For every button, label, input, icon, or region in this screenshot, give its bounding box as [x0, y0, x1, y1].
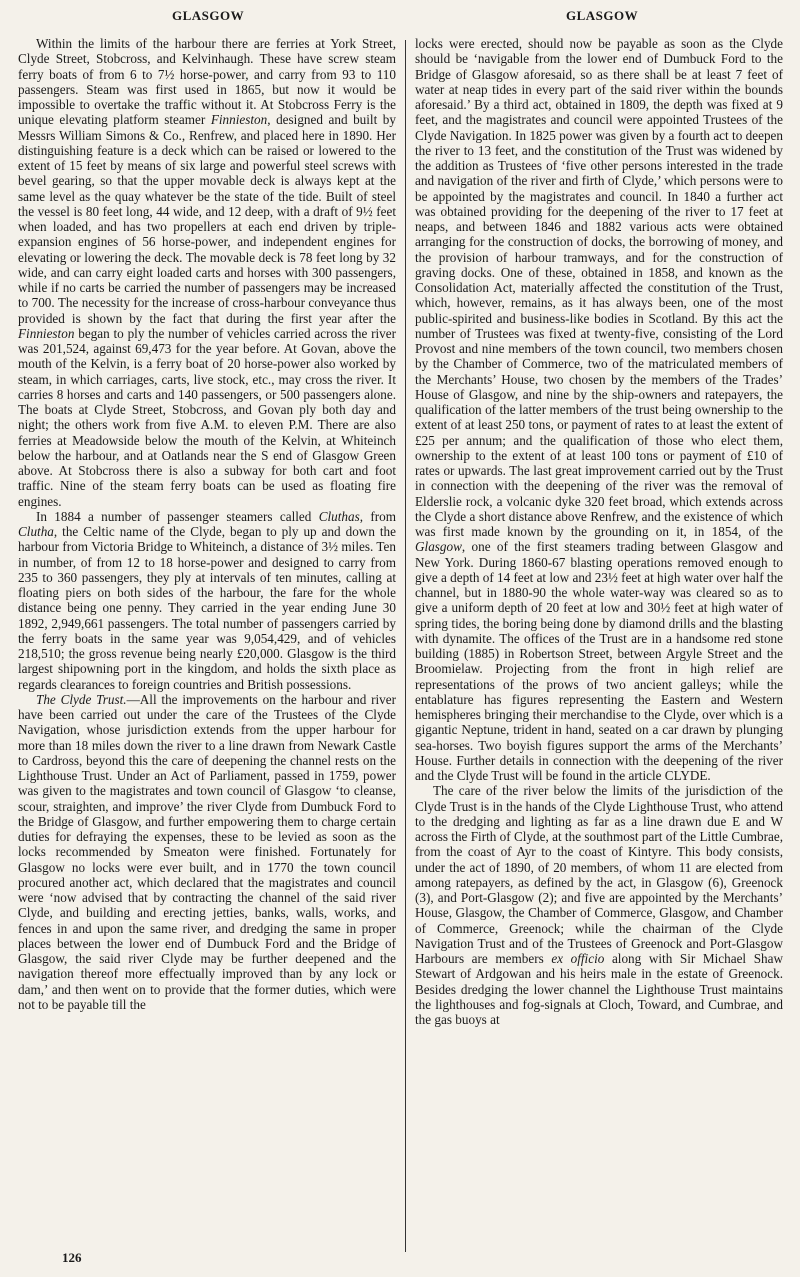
- left-column: [18, 36, 396, 1012]
- column-divider: [405, 40, 406, 1252]
- right-column: [415, 36, 783, 1027]
- paragraph: locks were erected, should now be payable as soon as the Clyde should be ‘navigable from the lower end of Dumbuck Ford to the Bridge of Glasgow aforesaid, so as there shall be at least 7 feet of water at neap tides in every part of the said river within the bounds aforesaid.’ By a third act, obtained in 1809, the depth was fixed at 9 feet, and the magistrates and council were appointed Trustees of the Clyde Navigation. In 1825 power was given by a fourth act to deepen the river to 13 feet, and the constitution of the Trust was widened by the addition as Trustees of ‘five other persons interested in the trade and navigation of the river and firth of Clyde,’ which persons were to be appointed by the magistrates and council. In 1840 a further act was obtained providing for the deepening of the river to 17 feet at neaps, and between 1846 and 1882 various acts were obtained arranging for the construction of docks, the borrowing of money, and the provision of harbour tramways, and for the construction of graving docks. One of these, obtained in 1858, and known as the Consolidation Act, materially affected the constitution of the Trust, which, however, remains, as it has always been, one of the most public-spirited and business-like bodies in Scotland. By this act the number of Trustees was fixed at twenty-five, consisting of the Lord Provost and nine members of the town council, two members chosen by the Chamber of Commerce, two of the matriculated members of the Merchants’ House, two chosen by the members of the Trades’ House of Glasgow, and nine by the ship-owners and ratepayers, the qualification of the latter members of the trust being ownership to the extent of at least 250 tons, or payment of rates to at least the extent of £25 per annum; and the qualification of those who elect them, ownership to the extent of at least 100 tons or payment of £10 of rates or upwards. The last great improvement carried out by the Trust in connection with the deepening of the river was the removal of Elderslie rock, a volcanic dyke 320 feet broad, which extends across the Clyde a short distance above Renfrew, and the existence of which was first made known by the grounding on it, in 1854, of the Glasgow, one of the first steamers trading between Glasgow and New York. During 1860-67 blasting operations removed enough to give a depth of 14 feet at low and 23½ feet at high water over half the channel, but in 1880-90 the whole water-way was cleared so as to give a uniform depth of 20 feet at low and 30½ feet at high water of spring tides, the boring being done by diamond drills and the blasting with dynamite. The offices of the Trust are in a handsome red stone building (1885) in Robertson Street, between Argyle Street and the Broomielaw. Projecting from the front in high relief are representations of the prows of two ancient galleys; while the entablature has figures representing the Eastern and Western hemispheres bringing their merchandise to the Clyde, over which is a gigantic Neptune, trident in hand, seated on a car drawn by plunging sea-horses. Two boyish figures support the arms of the Merchants’ House. Further details in connection with the deepening of the river and the Clyde Trust will be found in the article CLYDE.: [415, 36, 784, 783]
- running-head-left: GLASGOW: [172, 8, 245, 23]
- paragraph: The Clyde Trust.—All the improvements on the harbour and river have been carried out under the care of the Trustees of the Clyde Navigation, whose jurisdiction extends from the upper harbour for more than 18 miles down the river to a line drawn from Newark Castle to Cardross, beyond this the care of deepening the channel rests on the Lighthouse Trust. Under an Act of Parliament, passed in 1759, power was given to the magistrates and town council of Glasgow ‘to cleanse, scour, straighten, and improve’ the river Clyde from Dumbuck Ford to the Bridge of Glasgow, and further empowering them to charge certain duties for defraying the expenses, these to be levied as soon as the locks recommended by Smeaton were finished. Fortunately for Glasgow no locks were ever built, and in 1770 the town council procured another act, which declared that the magistrates and council were ‘now advised that by contracting the channel of the said river Clyde, and building and erecting jetties, banks, walls, works, and fences in and upon the same river, and dredging the same in proper places between the lower end of Dumbuck Ford and the Bridge of Glasgow, the said river Clyde may be further deepened and the navigation thereof more effectually improved than by any lock or dam,’ and then went on to provide that the former duties, which were not to be payable till the: [18, 691, 397, 1012]
- running-head-right: GLASGOW: [566, 8, 639, 23]
- page-number: 126: [62, 1250, 82, 1265]
- paragraph: Within the limits of the harbour there are ferries at York Street, Clyde Street, Stobcross, and Kelvinhaugh. These have screw steam ferry boats of from 6 to 7½ horse-power, and carry from 93 to 110 passengers. Steam was first used in 1865, but now it would be impossible to overtake the traffic without it. At Stobcross Ferry is the unique elevating platform steamer Finnieston, designed and built by Messrs William Simons & Co., Renfrew, and placed here in 1890. Her distinguishing feature is a deck which can be raised or lowered to the extent of 15 feet by means of six large and powerful steel screws with bevel gearing, so that the upper movable deck is always kept at the same level as the quay whatever be the state of the tide. Built of steel the vessel is 80 feet long, 44 wide, and 12 deep, with a draft of 9½ feet when loaded, and has two propellers at each end driven by triple-expansion engines of 56 horse-power, and independent engines for elevating or lowering the deck. The movable deck is 78 feet long by 32 wide, and can carry eight loaded carts and horses with 300 passengers, while if no carts be carried the number of passengers may be increased to 700. The necessity for the increase of cross-harbour conveyance thus provided is shown by the fact that during the first year after the Finnieston began to ply the number of vehicles carried across the river was 201,524, against 69,473 for the year before. At Govan, above the mouth of the Kelvin, is a ferry boat of 20 horse-power also worked by steam, in which carriages, carts, live stock, etc., may cross the river. It carries 8 horses and carts and 140 passengers, or 500 passengers alone. The boats at Clyde Street, Stobcross, and Govan ply both day and night; the others work from five A.M. to eleven P.M. There are also ferries at Meadowside below the mouth of the Kelvin, at Whiteinch below the harbour, and at Oatlands near the S end of Glasgow Green above. At Stobcross there is also a subway for both cart and foot traffic. Nine of the steam ferry boats can be used as floating fire engines.: [18, 36, 396, 509]
- paragraph: The care of the river below the limits of the jurisdiction of the Clyde Trust is in the hands of the Clyde Lighthouse Trust, who attend to the dredging and lighting as far as a line drawn due E and W across the Firth of Clyde, at the southmost part of the Little Cumbrae, from the coast of Ayr to the coast of Kintyre. This body consists, under the act of 1890, of 20 members, of whom 11 are elected from among ratepayers, as defined by the act, in Glasgow (6), Greenock (3), and Port-Glasgow (2); and five are appointed by the Merchants’ House, Glasgow, the Chamber of Commerce, Glasgow, and Chamber of Commerce, Greenock; while the chairman of the Clyde Navigation Trust and of the Trustees of Greenock and Port-Glasgow Harbours are members ex officio along with Sir Michael Shaw Stewart of Ardgowan and his heirs male in the estate of Greenock. Besides dredging the lower channel the Lighthouse Trust maintains the lighthouses and fog-signals at Cloch, Toward, and Cumbrae, and the gas buoys at: [415, 783, 784, 1027]
- paragraph: In 1884 a number of passenger steamers called Cluthas, from Clutha, the Celtic name of the Clyde, began to ply up and down the harbour from Victoria Bridge to Whiteinch, a distance of 3½ miles. Ten in number, of from 12 to 18 horse-power and designed to carry from 235 to 360 passengers, they ply at intervals of ten minutes, calling at floating piers on both sides of the harbour, the fare for the whole distance being one penny. They carried in the year ending June 30 1892, 2,949,661 passengers. The total number of passengers carried by the ferry boats in the same year was 9,054,429, and of vehicles 218,510; the gross revenue being nearly £20,000. Glasgow is the third largest shipowning port in the kingdom, and holds the sixth place as regards clearances to foreign countries and British possessions.: [18, 508, 396, 692]
